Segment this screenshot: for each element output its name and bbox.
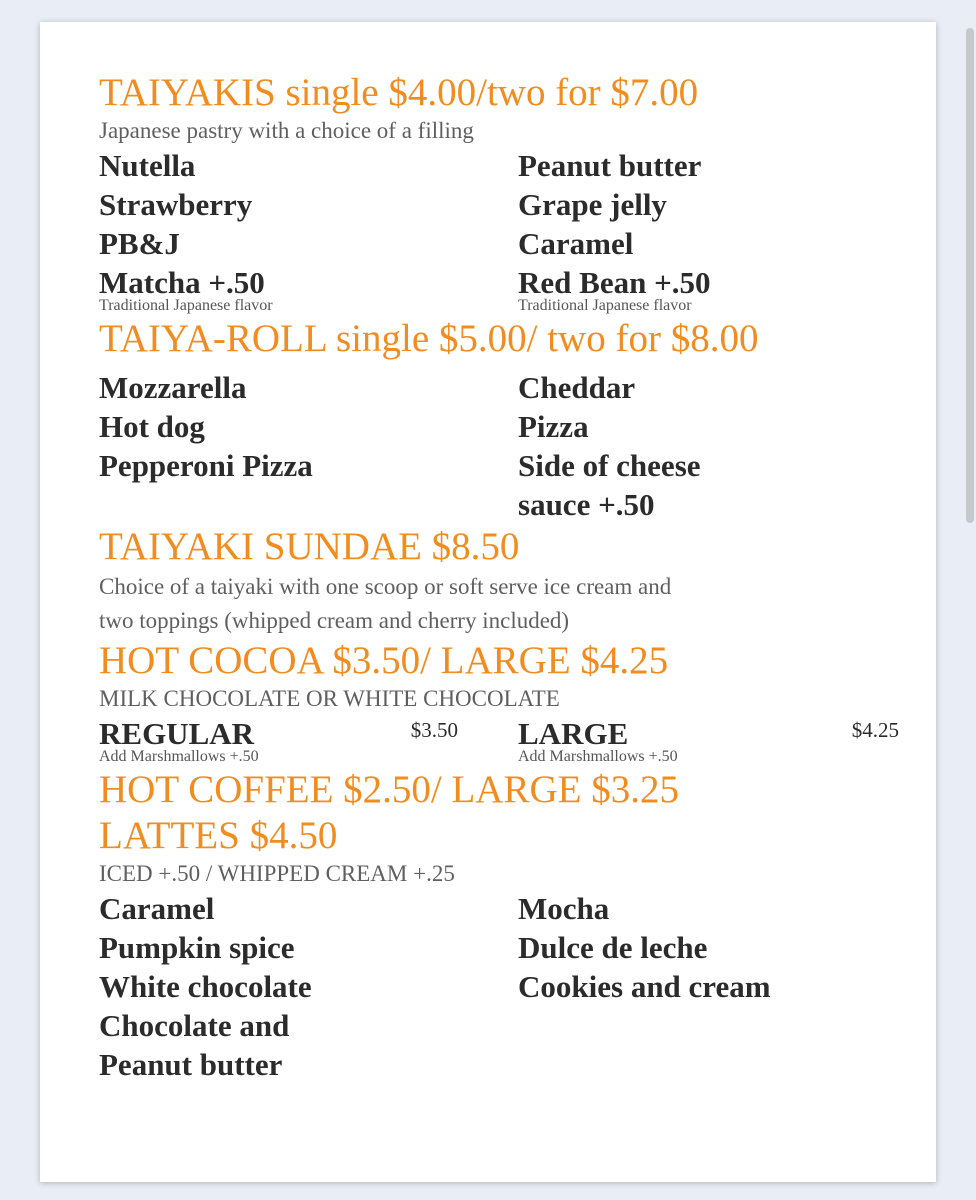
menu-item: Red Bean +.50 — [518, 265, 711, 300]
cocoa-large — [518, 714, 899, 767]
item-note: Add Marshmallows +.50 — [99, 748, 259, 765]
taiyakis-description: Japanese pastry with a choice of a filling — [99, 118, 474, 143]
menu-item: Hot dog — [99, 409, 205, 444]
lattes-description: ICED +.50 / WHIPPED CREAM +.25 — [99, 861, 455, 886]
menu-item: Pizza — [518, 409, 589, 444]
menu-page — [40, 22, 936, 1182]
regular-price: $3.50 — [410, 718, 458, 742]
cocoa-heading: HOT COCOA $3.50/ LARGE $4.25 — [99, 639, 669, 682]
menu-item: Side of cheese — [518, 448, 701, 483]
menu-item: Grape jelly — [518, 187, 667, 222]
cocoa-sizes — [99, 714, 899, 767]
taiyakis-right-column — [518, 146, 899, 316]
menu-item: Pepperoni Pizza — [99, 448, 313, 483]
menu-item: Strawberry — [99, 187, 253, 222]
menu-item: Caramel — [99, 891, 215, 926]
taiya-roll-right-column — [518, 368, 899, 524]
menu-item: Dulce de leche — [518, 930, 708, 965]
menu-item: Cheddar — [518, 370, 636, 405]
item-note: Add Marshmallows +.50 — [518, 748, 678, 765]
menu-content — [99, 70, 899, 1084]
scrollbar-thumb[interactable] — [966, 28, 974, 523]
cocoa-regular — [99, 714, 518, 767]
taiyakis-left-column — [99, 146, 518, 316]
large-price: $4.25 — [851, 718, 899, 742]
lattes-left-column — [99, 889, 518, 1084]
taiya-roll-heading: TAIYA-ROLL single $5.00/ two for $8.00 — [99, 317, 759, 360]
menu-item: Nutella — [99, 148, 196, 183]
menu-item: White chocolate — [99, 969, 312, 1004]
item-note: Traditional Japanese flavor — [99, 297, 273, 314]
taiya-roll-fillings — [99, 368, 899, 524]
taiya-roll-left-column — [99, 368, 518, 524]
taiyakis-fillings — [99, 146, 899, 316]
lattes-flavors — [99, 889, 899, 1084]
lattes-right-column — [518, 889, 899, 1084]
sundae-description-line1: Choice of a taiyaki with one scoop or soft serve ice cream and — [99, 574, 672, 599]
regular-label: REGULAR — [99, 716, 255, 751]
menu-item: Peanut butter — [99, 1047, 283, 1082]
menu-item: Mocha — [518, 891, 610, 926]
lattes-heading: LATTES $4.50 — [99, 814, 338, 857]
sundae-heading: TAIYAKI SUNDAE $8.50 — [99, 525, 520, 568]
menu-item: Matcha +.50 — [99, 265, 265, 300]
menu-item: PB&J — [99, 226, 180, 261]
menu-item: Peanut butter — [518, 148, 702, 183]
menu-item: Cookies and cream — [518, 969, 771, 1004]
menu-item: Chocolate and — [99, 1008, 290, 1043]
menu-item: Mozzarella — [99, 370, 247, 405]
taiyakis-heading: TAIYAKIS single $4.00/two for $7.00 — [99, 71, 699, 114]
menu-item: Pumpkin spice — [99, 930, 295, 965]
menu-item: Caramel — [518, 226, 634, 261]
coffee-heading: HOT COFFEE $2.50/ LARGE $3.25 — [99, 768, 679, 811]
menu-item: sauce +.50 — [518, 487, 655, 522]
large-label: LARGE — [518, 716, 629, 751]
cocoa-description: MILK CHOCOLATE OR WHITE CHOCOLATE — [99, 686, 560, 711]
item-note: Traditional Japanese flavor — [518, 297, 692, 314]
sundae-description-line2: two toppings (whipped cream and cherry included) — [99, 608, 570, 633]
